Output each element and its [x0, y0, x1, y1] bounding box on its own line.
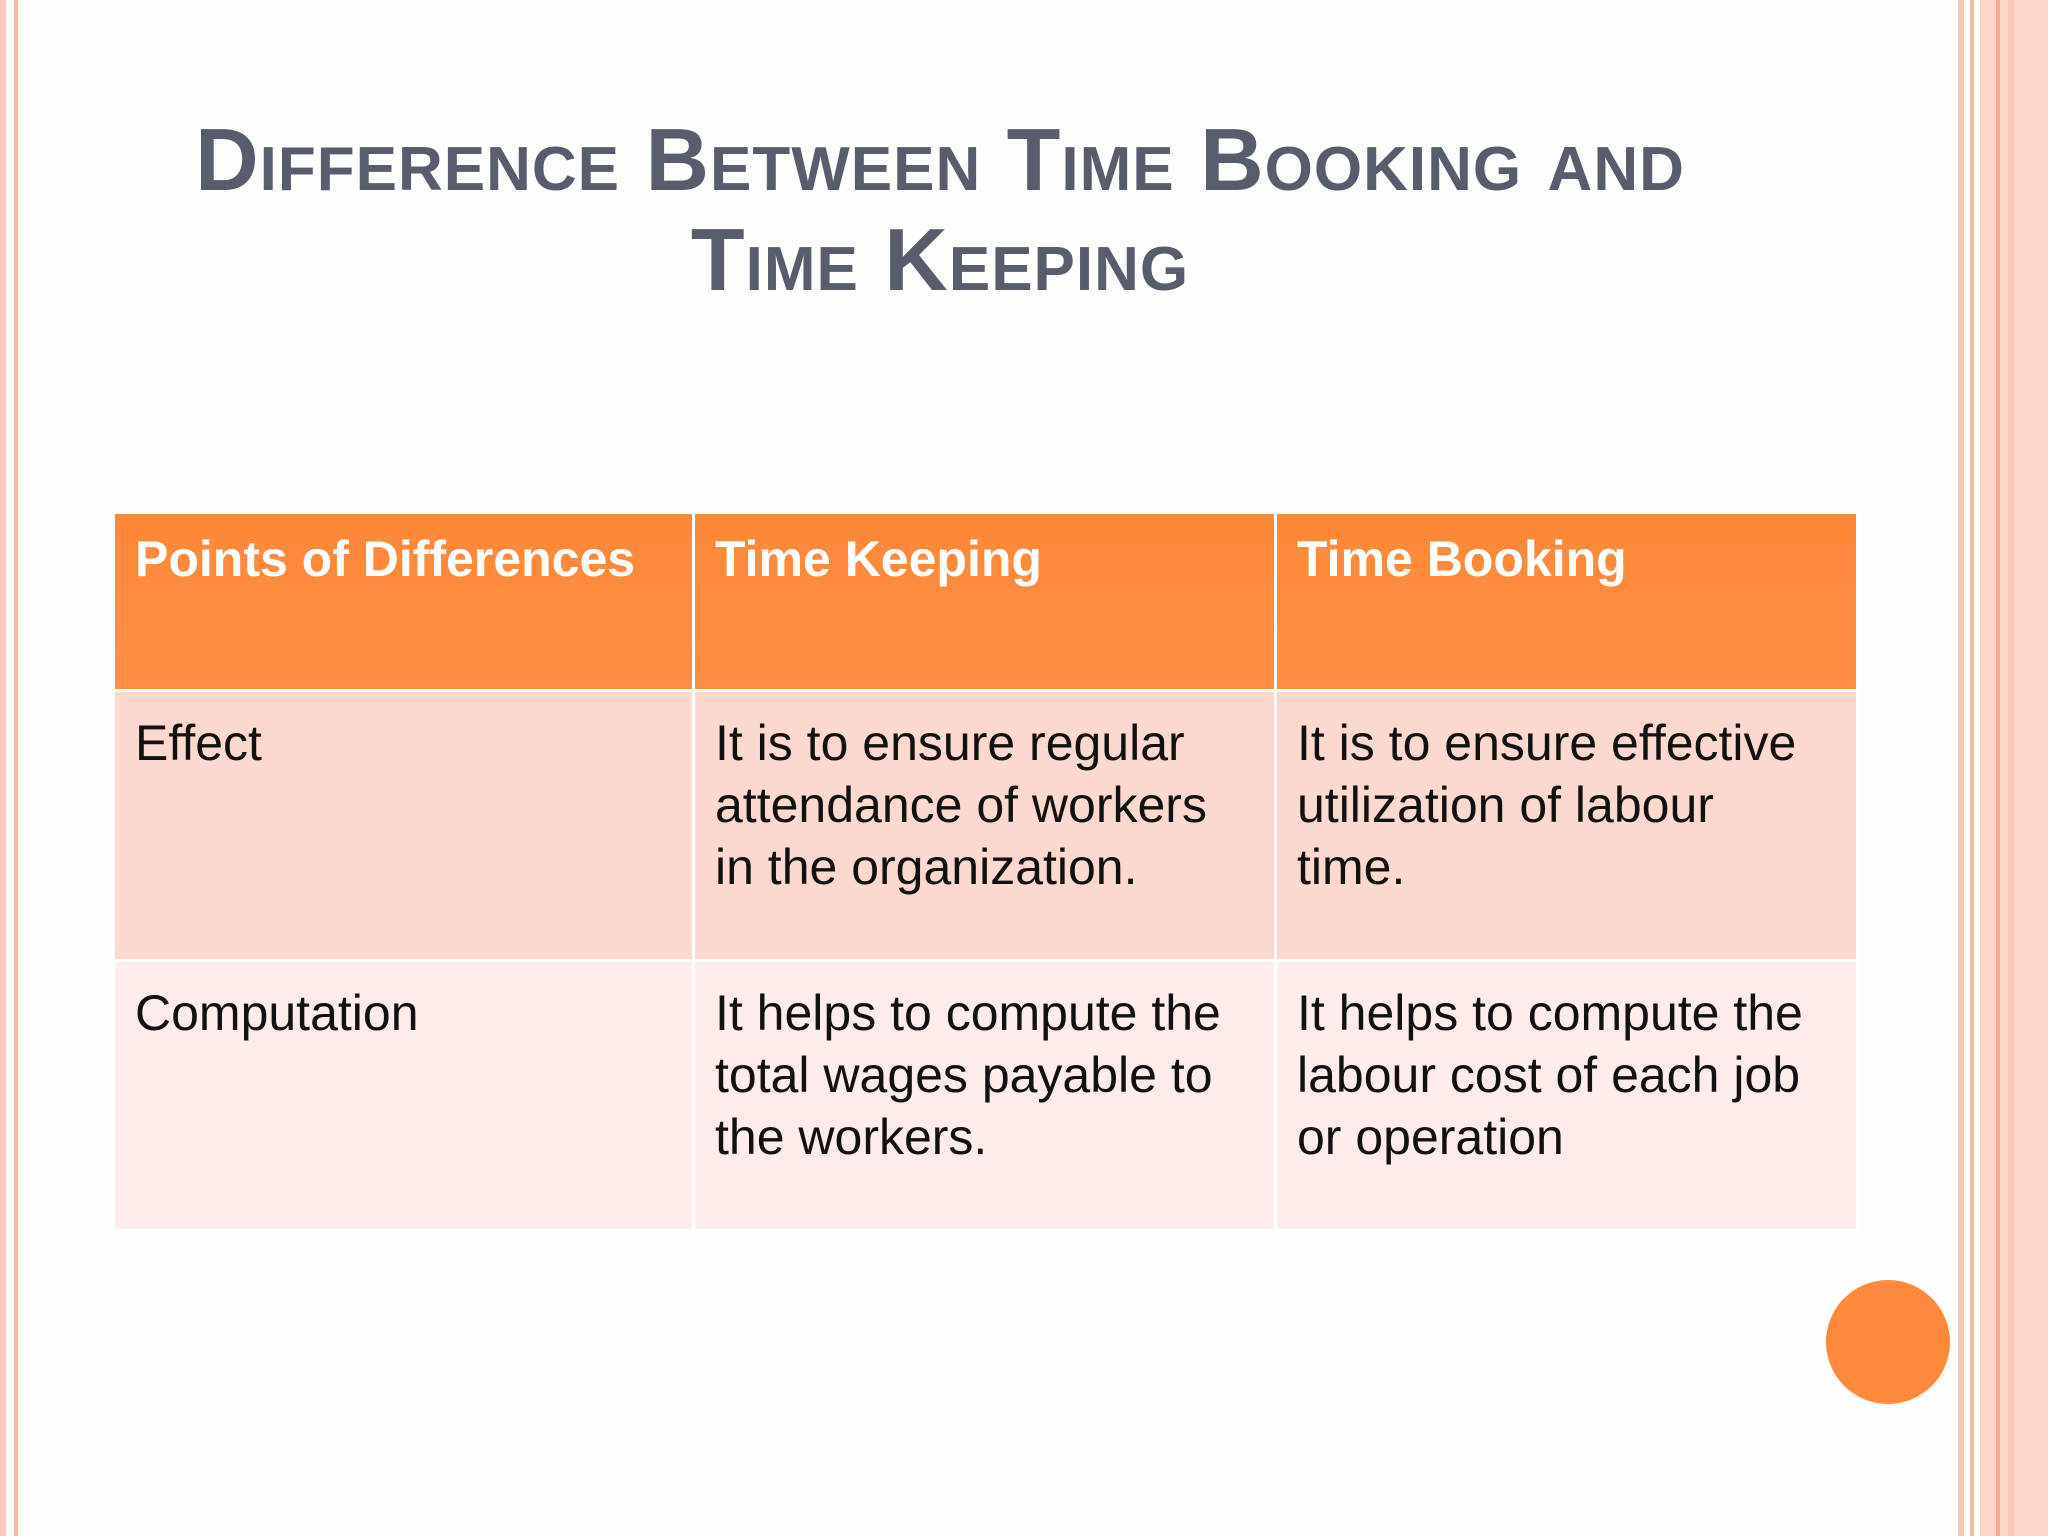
right-border-band: [1980, 0, 2048, 1536]
comparison-table: [112, 511, 1859, 1232]
cell-time-keeping: It helps to compute the total wages payable to the workers.: [694, 961, 1276, 1231]
left-border-stripe: [0, 0, 6, 1536]
right-border-stripe-3: [1996, 0, 2000, 1536]
cell-time-keeping: It is to ensure regular attendance of workers in the organization.: [694, 691, 1276, 961]
table-row: [114, 691, 1858, 961]
cell-time-booking: It is to ensure effective utilization of labour time.: [1276, 691, 1858, 961]
right-border-stripe-4: [2008, 0, 2014, 1536]
header-time-booking: Time Booking: [1276, 513, 1858, 691]
header-points-of-differences: Points of Differences: [114, 513, 694, 691]
cell-point: Computation: [114, 961, 694, 1231]
slide-title: [120, 110, 1760, 310]
right-border-stripe-2: [1970, 0, 1974, 1536]
cell-point: Effect: [114, 691, 694, 961]
slide-title-line-1: Difference Between Time Booking and: [195, 110, 1685, 209]
table-row: [114, 961, 1858, 1231]
left-border-stripe-inner: [14, 0, 18, 1536]
cell-time-booking: It helps to compute the labour cost of each job or operation: [1276, 961, 1858, 1231]
slide-title-line-2: Time Keeping: [690, 210, 1190, 309]
right-border-stripe-1: [1958, 0, 1964, 1536]
comparison-table-container: [112, 511, 1856, 1232]
orange-circle-icon: [1826, 1280, 1950, 1404]
table-header-row: [114, 513, 1858, 691]
header-time-keeping: Time Keeping: [694, 513, 1276, 691]
